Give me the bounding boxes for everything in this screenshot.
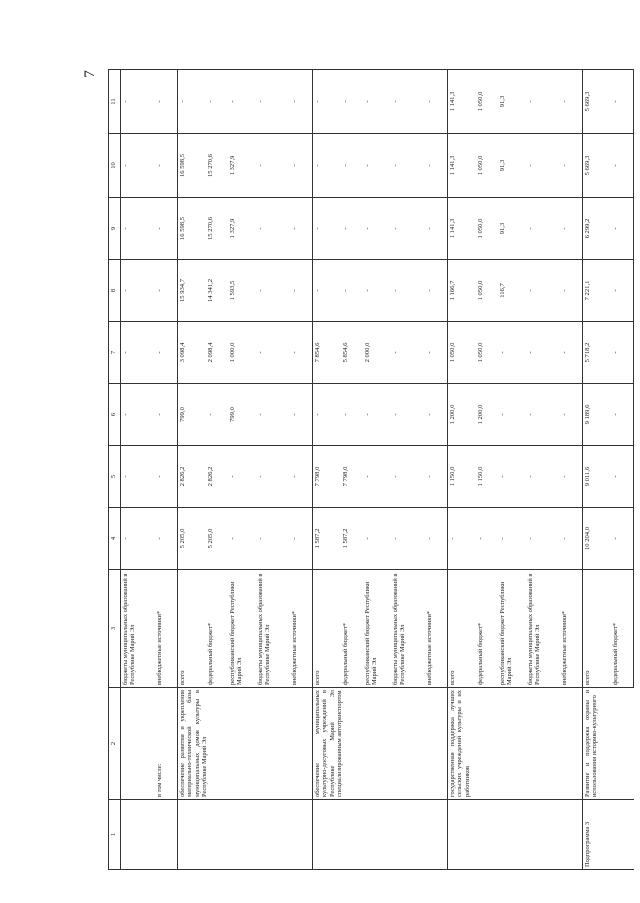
value-cell: 1 050,0 <box>448 322 477 384</box>
value-cell: 1 050,0 <box>476 70 498 134</box>
value-cell: 2 000,0 <box>363 322 391 384</box>
value-cell: - <box>363 446 391 508</box>
value-cell: 1 327,9 <box>228 134 256 198</box>
value-cell: - <box>526 260 560 322</box>
value-cell: - <box>363 70 391 134</box>
value-cell: 1 050,0 <box>476 260 498 322</box>
value-cell: 1 050,0 <box>476 322 498 384</box>
value-cell: 9 189,6 <box>583 384 612 446</box>
source-cell: всего <box>178 570 207 688</box>
value-cell: - <box>526 322 560 384</box>
section-cell <box>448 800 477 870</box>
value-cell: 1 141,3 <box>448 134 477 198</box>
value-cell: - <box>425 322 448 384</box>
header-cell: 6 <box>109 384 121 446</box>
value-cell: - <box>560 384 583 446</box>
value-cell: - <box>391 322 425 384</box>
value-cell: 5 205,0 <box>206 508 228 570</box>
value-cell: 1 166,7 <box>448 260 477 322</box>
value-cell: 9 011,6 <box>583 446 612 508</box>
section-cell <box>228 800 256 870</box>
value-cell: 5 854,6 <box>341 322 363 384</box>
value-cell: 15 270,6 <box>206 134 228 198</box>
source-cell: бюджеты муниципальных образований в Республике Марий Эл <box>121 570 156 688</box>
value-cell: - <box>290 134 313 198</box>
value-cell: 1 141,3 <box>448 198 477 260</box>
value-cell: - <box>206 70 228 134</box>
source-cell: внебюджетные источники* <box>425 570 448 688</box>
value-cell: - <box>155 508 178 570</box>
value-cell: - <box>290 446 313 508</box>
value-cell: - <box>560 322 583 384</box>
value-cell: 6 299,2 <box>583 198 612 260</box>
value-cell: - <box>611 384 634 446</box>
value-cell: 116,7 <box>498 260 526 322</box>
header-cell: 11 <box>109 70 121 134</box>
value-cell: - <box>228 508 256 570</box>
value-cell: - <box>155 446 178 508</box>
source-cell: бюджеты муниципальных образований в Республике Марий Эл <box>256 570 290 688</box>
table-row <box>448 70 477 870</box>
value-cell: - <box>498 384 526 446</box>
section-cell <box>178 800 207 870</box>
value-cell: - <box>391 384 425 446</box>
value-cell: 1 593,5 <box>228 260 256 322</box>
value-cell: - <box>121 198 156 260</box>
source-cell: всего <box>448 570 477 688</box>
value-cell: 1 327,9 <box>228 198 256 260</box>
value-cell: 1 200,0 <box>448 384 477 446</box>
value-cell: - <box>290 508 313 570</box>
header-cell: 5 <box>109 446 121 508</box>
value-cell: 91,3 <box>498 134 526 198</box>
value-cell: - <box>155 384 178 446</box>
value-cell: - <box>290 260 313 322</box>
value-cell: 1 000,0 <box>228 322 256 384</box>
section-cell <box>425 800 448 870</box>
source-cell: республиканский бюджет Республики Марий Эл <box>363 570 391 688</box>
value-cell: - <box>228 70 256 134</box>
value-cell: - <box>341 134 363 198</box>
value-cell: 5 205,0 <box>178 508 207 570</box>
value-cell: 1 141,3 <box>448 70 477 134</box>
value-cell: 1 587,2 <box>341 508 363 570</box>
source-cell: внебюджетные источники* <box>155 570 178 688</box>
value-cell: - <box>341 198 363 260</box>
source-cell: бюджеты муниципальных образований в Республике Марий Эл <box>526 570 560 688</box>
value-cell: - <box>256 134 290 198</box>
section-cell <box>155 800 178 870</box>
section-cell <box>121 800 156 870</box>
value-cell: - <box>526 134 560 198</box>
value-cell: - <box>363 134 391 198</box>
item-cell <box>121 688 156 800</box>
section-cell <box>341 800 363 870</box>
value-cell: - <box>425 134 448 198</box>
value-cell: - <box>155 70 178 134</box>
section-cell <box>560 800 583 870</box>
value-cell: - <box>256 322 290 384</box>
section-cell <box>476 800 498 870</box>
source-cell: внебюджетные источники* <box>290 570 313 688</box>
value-cell: - <box>391 446 425 508</box>
table-row <box>155 70 178 870</box>
value-cell: - <box>425 508 448 570</box>
value-cell: - <box>611 198 634 260</box>
value-cell: - <box>121 260 156 322</box>
value-cell: 1 150,0 <box>448 446 477 508</box>
value-cell: - <box>611 508 634 570</box>
value-cell: - <box>498 446 526 508</box>
item-cell: обеспечение развития и укрепления материально-технической базы муниципальных домов культуры в Республике Марий Эл <box>178 688 313 800</box>
source-cell: внебюджетные источники* <box>560 570 583 688</box>
section-cell <box>526 800 560 870</box>
value-cell: 5 669,3 <box>583 134 612 198</box>
value-cell: 15 270,6 <box>206 198 228 260</box>
value-cell: - <box>391 508 425 570</box>
section-cell <box>363 800 391 870</box>
source-cell: федеральный бюджет* <box>476 570 498 688</box>
source-cell: всего <box>583 570 612 688</box>
value-cell: 10 204,0 <box>583 508 612 570</box>
item-cell: государственная поддержка лучших сельских учреждений культуры и их работников <box>448 688 583 800</box>
section-cell <box>256 800 290 870</box>
source-cell: бюджеты муниципальных образований в Республике Марий Эл <box>391 570 425 688</box>
table-row <box>313 70 342 870</box>
value-cell: - <box>256 198 290 260</box>
header-row <box>109 70 121 870</box>
value-cell: - <box>363 508 391 570</box>
value-cell: 7 221,1 <box>583 260 612 322</box>
value-cell: - <box>313 384 342 446</box>
value-cell: - <box>526 384 560 446</box>
table-row <box>121 70 156 870</box>
value-cell: - <box>313 70 342 134</box>
value-cell: - <box>121 508 156 570</box>
header-cell: 7 <box>109 322 121 384</box>
value-cell: 7 798,0 <box>341 446 363 508</box>
value-cell: - <box>313 134 342 198</box>
value-cell: - <box>256 446 290 508</box>
value-cell: 1 050,0 <box>476 198 498 260</box>
value-cell: 7 798,0 <box>313 446 342 508</box>
value-cell: 5 718,2 <box>583 322 612 384</box>
header-cell: 10 <box>109 134 121 198</box>
value-cell: - <box>498 322 526 384</box>
value-cell: - <box>611 134 634 198</box>
value-cell: - <box>121 70 156 134</box>
value-cell: - <box>256 260 290 322</box>
value-cell: - <box>526 198 560 260</box>
value-cell: - <box>526 70 560 134</box>
value-cell: - <box>290 70 313 134</box>
value-cell: 91,3 <box>498 70 526 134</box>
value-cell: - <box>256 384 290 446</box>
value-cell: - <box>560 508 583 570</box>
value-cell: - <box>155 322 178 384</box>
value-cell: - <box>313 198 342 260</box>
table-row <box>583 70 612 870</box>
value-cell: - <box>391 198 425 260</box>
section-cell <box>391 800 425 870</box>
value-cell: - <box>498 508 526 570</box>
value-cell: - <box>560 260 583 322</box>
header-cell: 2 <box>109 688 121 800</box>
source-cell: федеральный бюджет* <box>341 570 363 688</box>
value-cell: 1 150,0 <box>476 446 498 508</box>
source-cell: федеральный бюджет* <box>611 570 634 688</box>
funding-table <box>108 69 634 870</box>
value-cell: - <box>425 446 448 508</box>
value-cell: - <box>155 134 178 198</box>
value-cell: 2 826,2 <box>206 446 228 508</box>
value-cell: - <box>341 384 363 446</box>
source-cell: федеральный бюджет* <box>206 570 228 688</box>
source-cell: всего <box>313 570 342 688</box>
section-cell <box>290 800 313 870</box>
value-cell: 15 934,7 <box>178 260 207 322</box>
value-cell: - <box>341 70 363 134</box>
value-cell: - <box>363 198 391 260</box>
value-cell: 1 200,0 <box>476 384 498 446</box>
section-cell: Подпрограмма 3 <box>583 800 634 870</box>
value-cell: - <box>290 384 313 446</box>
section-cell <box>498 800 526 870</box>
value-cell: - <box>178 70 207 134</box>
value-cell: - <box>611 446 634 508</box>
value-cell: - <box>121 446 156 508</box>
value-cell: - <box>526 446 560 508</box>
value-cell: 2 826,2 <box>178 446 207 508</box>
value-cell: 3 098,4 <box>178 322 207 384</box>
value-cell: - <box>391 260 425 322</box>
value-cell: - <box>121 384 156 446</box>
section-cell <box>206 800 228 870</box>
value-cell: - <box>425 384 448 446</box>
value-cell: - <box>256 508 290 570</box>
value-cell: - <box>256 70 290 134</box>
value-cell: - <box>363 260 391 322</box>
value-cell: - <box>341 260 363 322</box>
value-cell: - <box>425 70 448 134</box>
value-cell: - <box>611 70 634 134</box>
value-cell: - <box>155 198 178 260</box>
section-cell <box>313 800 342 870</box>
header-cell: 3 <box>109 570 121 688</box>
value-cell: - <box>560 198 583 260</box>
value-cell: - <box>611 260 634 322</box>
header-cell: 8 <box>109 260 121 322</box>
header-cell: 4 <box>109 508 121 570</box>
value-cell: 5 669,3 <box>583 70 612 134</box>
value-cell: - <box>121 134 156 198</box>
value-cell: - <box>476 508 498 570</box>
header-cell: 9 <box>109 198 121 260</box>
value-cell: - <box>560 134 583 198</box>
value-cell: - <box>155 260 178 322</box>
value-cell: - <box>448 508 477 570</box>
value-cell: 1 587,2 <box>313 508 342 570</box>
value-cell: - <box>425 260 448 322</box>
item-cell: обеспечение муниципальных культурно-досуговых учреждений в Республике Марий Эл специализированным автотранспортом <box>313 688 448 800</box>
item-cell: Развитие и поддержка охраны и использования историко-культурного <box>583 688 634 800</box>
value-cell: 91,3 <box>498 198 526 260</box>
header-cell: 1 <box>109 800 121 870</box>
value-cell: - <box>560 446 583 508</box>
value-cell: - <box>391 70 425 134</box>
source-cell: республиканский бюджет Республики Марий Эл <box>498 570 526 688</box>
source-cell: республиканский бюджет Республики Марий Эл <box>228 570 256 688</box>
value-cell: 14 341,2 <box>206 260 228 322</box>
value-cell: - <box>228 446 256 508</box>
value-cell: 799,0 <box>178 384 207 446</box>
value-cell: - <box>611 322 634 384</box>
value-cell: - <box>290 198 313 260</box>
value-cell: - <box>206 384 228 446</box>
rotated-table-container <box>108 70 619 870</box>
value-cell: - <box>363 384 391 446</box>
value-cell: 16 598,5 <box>178 198 207 260</box>
value-cell: - <box>560 70 583 134</box>
value-cell: 799,0 <box>228 384 256 446</box>
value-cell: - <box>391 134 425 198</box>
value-cell: 16 598,5 <box>178 134 207 198</box>
value-cell: - <box>290 322 313 384</box>
value-cell: - <box>526 508 560 570</box>
value-cell: 7 854,6 <box>313 322 342 384</box>
value-cell: - <box>121 322 156 384</box>
page-number: 7 <box>82 70 98 78</box>
value-cell: - <box>313 260 342 322</box>
table-row <box>178 70 207 870</box>
value-cell: 2 098,4 <box>206 322 228 384</box>
value-cell: - <box>425 198 448 260</box>
value-cell: 1 050,0 <box>476 134 498 198</box>
item-cell: в том числе: <box>155 688 178 800</box>
